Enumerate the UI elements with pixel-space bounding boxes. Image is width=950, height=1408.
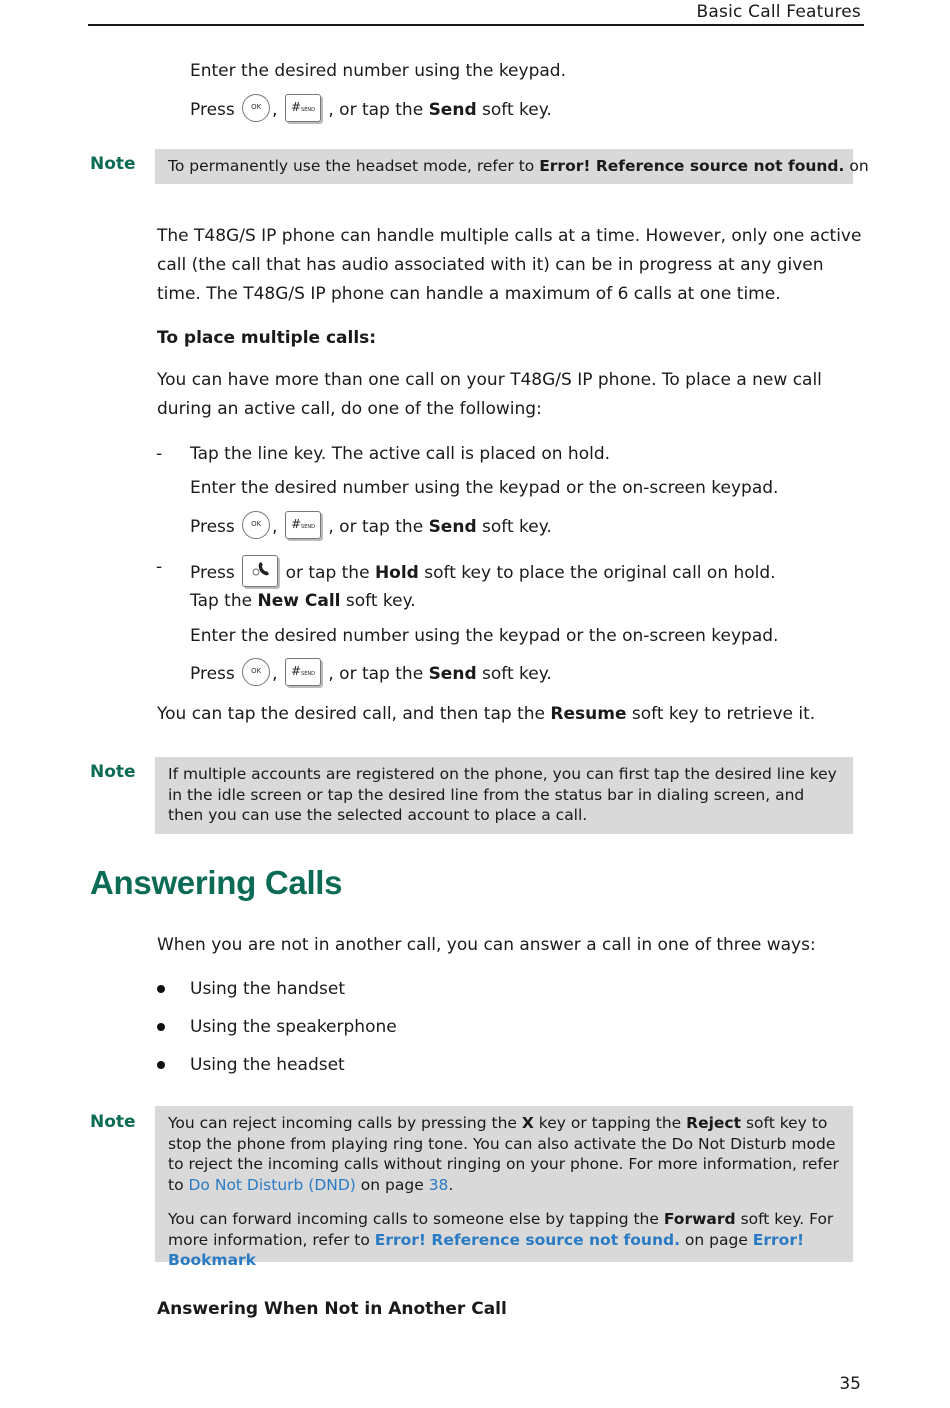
subheading-answering-not-in-call: Answering When Not in Another Call [157, 1299, 507, 1319]
new-call-softkey-label: New Call [257, 591, 341, 611]
forward-softkey-label: Forward [663, 1210, 736, 1228]
send-softkey-label: Send [428, 100, 477, 120]
bullet-dot [157, 985, 165, 993]
multiple-calls-lead: You can have more than one call on your T48G/S IP phone. To place a new call during an active call, do one of the following: [157, 370, 822, 419]
resume-softkey-label: Resume [550, 704, 627, 724]
note-box-multiple-accounts: If multiple accounts are registered on the phone, you can first tap the desired line key in the idle screen or tap the desired line from the status bar in dialing screen, and then you can use the selected account to place a call. [155, 757, 853, 834]
page-number: 35 [839, 1374, 861, 1394]
ok-key-icon: OK [242, 658, 270, 686]
option2-press-hold: Press or tap the Hold soft key to place the original call on hold. [190, 557, 776, 589]
option1-line2: Enter the desired number using the keypad or the on-screen keypad. [190, 478, 779, 498]
ok-key-icon: OK [242, 94, 270, 122]
note-label: Note [90, 762, 136, 782]
option2-new-call: Tap the New Call soft key. [190, 591, 416, 611]
phone-hold-icon [245, 556, 275, 582]
dash-marker: - [156, 557, 163, 577]
note-label: Note [90, 1112, 136, 1132]
hold-softkey-label: Hold [374, 563, 419, 583]
option1-press-send: Press OK , #SEND , or tap the Send soft key. [190, 513, 552, 541]
dnd-link[interactable]: Do Not Disturb (DND) [188, 1175, 356, 1194]
list-item: Using the headset [190, 1055, 345, 1075]
bullet-dot [157, 1061, 165, 1069]
option2-enter: Enter the desired number using the keypad or the on-screen keypad. [190, 626, 779, 646]
bookmark-error-link[interactable]: Error! Bookmark [168, 1230, 805, 1269]
option2-press-send: Press OK , #SEND , or tap the Send soft key. [190, 660, 552, 688]
send-softkey-label: Send [428, 517, 477, 537]
reject-softkey-label: Reject [686, 1114, 742, 1132]
reference-error-text: Error! Reference source not found. [539, 157, 845, 175]
running-header: Basic Call Features [696, 2, 861, 22]
multiple-calls-intro: The T48G/S IP phone can handle multiple calls at a time. However, only one active call (the call that has audio associated with it) can be in progress at any given time. The T48G/S IP phone can handle a maximum of 6 calls at one time. [157, 226, 862, 304]
hold-key-icon [242, 555, 278, 587]
note-box-reject-forward: You can reject incoming calls by pressing the X key or tapping the Reject soft key to stop the phone from playing ring tone. You can also activate the Do Not Disturb mode to reject the incoming calls without ringing on your phone. For more information, refer to Do Not Disturb (DND) on page 38. You can forward incoming calls to someone else by tapping the Forward soft key. For more information, refer to Error! Reference source not found. on page Error! Bookmark [155, 1106, 853, 1262]
send-softkey-label: Send [428, 664, 477, 684]
reference-error-link[interactable]: Error! Reference source not found. [374, 1230, 680, 1249]
x-key-label: X [521, 1114, 534, 1132]
list-item: Using the speakerphone [190, 1017, 397, 1037]
list-item: Using the handset [190, 979, 346, 999]
resume-instruction: You can tap the desired call, and then tap the Resume soft key to retrieve it. [157, 704, 816, 724]
section-title: Answering Calls [90, 864, 343, 901]
bullet-dot [157, 1023, 165, 1031]
note-label: Note [90, 154, 136, 174]
press-label: Press [190, 100, 235, 120]
page-38-link[interactable]: 38 [428, 1175, 449, 1194]
send-key-icon: #SEND [285, 658, 321, 686]
send-key-icon: #SEND [285, 511, 321, 539]
send-key-icon: #SEND [285, 94, 321, 122]
step-press-send: Press OK , #SEND , or tap the Send soft key. [190, 96, 552, 124]
answering-intro: When you are not in another call, you can answer a call in one of three ways: [157, 935, 816, 955]
header-divider [88, 24, 864, 26]
ok-key-icon: OK [242, 511, 270, 539]
option1-line1: Tap the line key. The active call is placed on hold. [190, 444, 611, 464]
place-multiple-calls-heading: To place multiple calls: [157, 328, 377, 348]
dash-marker: - [156, 444, 163, 464]
note-box-headset: To permanently use the headset mode, refer to Error! Reference source not found. on [155, 149, 853, 184]
step-enter-number: Enter the desired number using the keypad. [190, 61, 566, 81]
